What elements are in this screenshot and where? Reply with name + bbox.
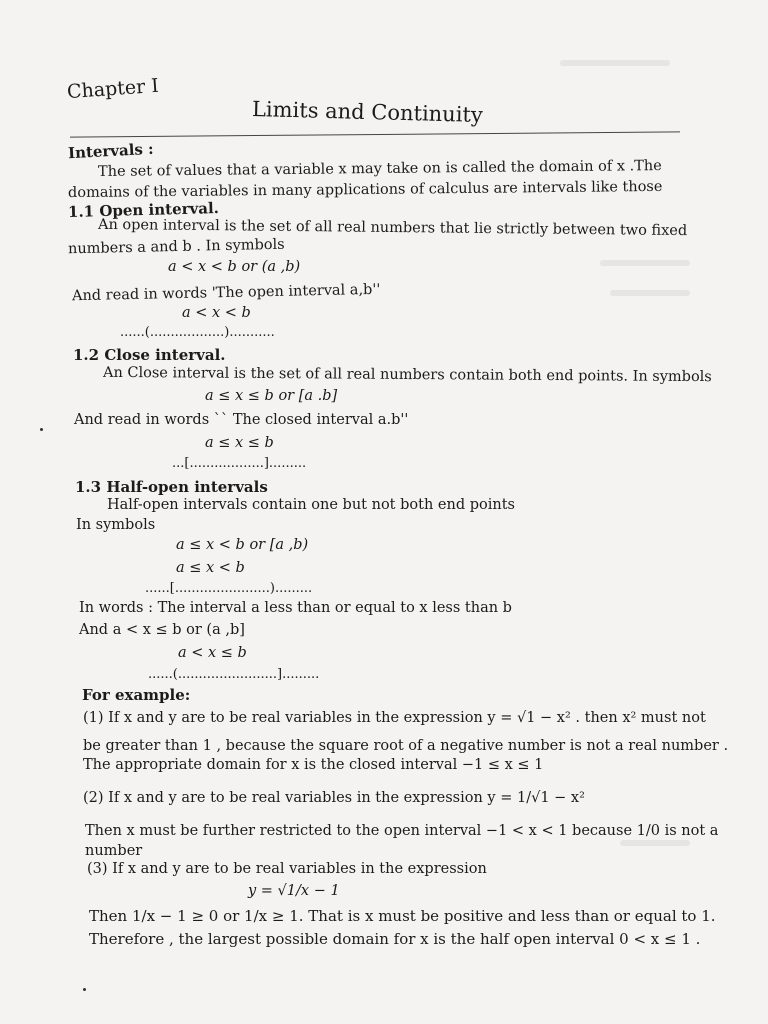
math-expression: a < x < b or (a ,b) <box>168 259 301 275</box>
paragraph-line: (3) If x and y are to be real variables in the expression <box>87 861 487 877</box>
paragraph-line: Therefore , the largest possible domain for x is the half open interval 0 < x ≤ 1 . <box>89 930 701 948</box>
section-heading-half-open: 1.3 Half-open intervals <box>75 478 268 496</box>
section-heading-close-interval: 1.2 Close interval. <box>73 346 226 364</box>
margin-dot <box>83 988 86 991</box>
paragraph-line: And read in words `` The closed interval a.b'' <box>74 412 409 428</box>
paragraph-line: Then 1/x − 1 ≥ 0 or 1/x ≥ 1. That is x must be positive and less than or equal to 1. <box>89 907 716 925</box>
number-line: ......(........................]......... <box>148 667 320 682</box>
paragraph-line: Then x must be further restricted to the open interval −1 < x < 1 because 1/0 is not a <box>85 823 719 839</box>
paragraph-line: And read in words 'The open interval a,b'' <box>71 281 381 305</box>
paragraph-line: (1) If x and y are to be real variables in the expression y = √1 − x² . then x² must not <box>83 710 706 726</box>
paragraph-line: (2) If x and y are to be real variables in the expression y = 1/√1 − x² <box>83 790 585 806</box>
math-expression: y = √1/x − 1 <box>248 883 340 899</box>
page-title: Limits and Continuity <box>251 96 484 128</box>
paragraph-line: In words : The interval a less than or equal to x less than b <box>79 600 512 616</box>
math-expression: a < x ≤ b <box>178 645 247 661</box>
number-line: ......[.......................)......... <box>145 581 313 596</box>
math-expression: a ≤ x ≤ b <box>205 435 274 451</box>
paragraph-line: be greater than 1 , because the square root of a negative number is not a real number . <box>83 738 729 754</box>
paragraph-line: And a < x ≤ b or (a ,b] <box>79 622 245 638</box>
chapter-label: Chapter I <box>66 74 160 104</box>
math-expression: a ≤ x < b <box>176 560 245 576</box>
bleed-through-mark <box>600 260 690 266</box>
math-expression: a ≤ x < b or [a ,b) <box>176 537 309 553</box>
math-expression: a < x < b <box>182 305 251 321</box>
number-line: ...[..................]......... <box>172 456 307 471</box>
paragraph-line: An open interval is the set of all real numbers that lie strictly between two fixed <box>97 216 688 240</box>
number-line: ......(..................)........... <box>120 325 275 340</box>
section-heading-intervals: Intervals : <box>67 139 155 163</box>
paragraph-line: The set of values that a variable x may take on is called the domain of x .The <box>97 158 662 180</box>
title-underline <box>70 131 680 137</box>
math-expression: a ≤ x ≤ b or [a .b] <box>205 388 338 404</box>
section-heading-open-interval: 1.1 Open interval. <box>67 199 220 221</box>
bleed-through-mark <box>620 840 690 846</box>
paragraph-line: An Close interval is the set of all real numbers contain both end points. In symbols <box>102 364 712 386</box>
paragraph-line: The appropriate domain for x is the closed interval −1 ≤ x ≤ 1 <box>83 757 544 773</box>
margin-dot <box>40 428 43 431</box>
paragraph-line: number <box>85 843 143 859</box>
paragraph-line: domains of the variables in many applications of calculus are intervals like those <box>67 178 663 202</box>
bleed-through-mark <box>560 60 670 66</box>
example-heading: For example: <box>82 686 191 704</box>
paragraph-line: numbers a and b . In symbols <box>67 236 285 258</box>
paragraph-line: In symbols <box>76 517 156 533</box>
paragraph-line: Half-open intervals contain one but not both end points <box>107 497 515 513</box>
bleed-through-mark <box>610 290 690 296</box>
